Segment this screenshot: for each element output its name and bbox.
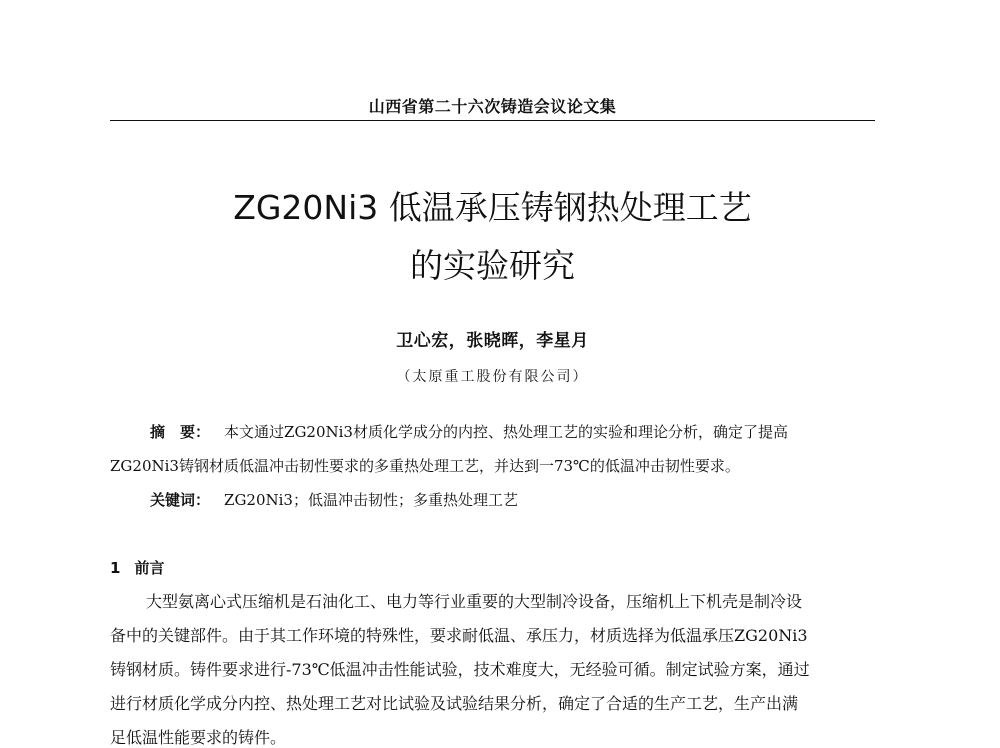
abstract-line-2: ZG20Ni3铸钢材质低温冲击韧性要求的多重热处理工艺，并达到一73℃的低温冲击韧性要求。 [110,457,740,475]
abstract-label: 摘 要： [150,423,211,441]
affiliation: （太原重工股份有限公司） [396,369,589,385]
keywords-label: 关键词： [150,491,211,509]
abstract-line-1 [110,421,875,442]
body-line: 备中的关键部件。由于其工作环境的特殊性，要求耐低温、承压力，材质选择为低温承压ZG20Ni3 [110,626,808,645]
paper-title-line-2: 的实验研究 [410,246,575,285]
keywords-line [110,489,875,510]
keywords-text: ZG20Ni3；低温冲击韧性；多重热处理工艺 [224,491,518,509]
body-line: 铸钢材质。铸件要求进行-73℃低温冲击性能试验，技术难度大，无经验可循。制定试验方案，通过 [110,660,810,679]
body-line: 足低温性能要求的铸件。 [110,728,287,747]
section-title: 前言 [134,559,165,577]
running-header: 山西省第二十六次铸造会议论文集 [368,97,617,116]
paper-title-line-1: ZG20Ni3 低温承压铸钢热处理工艺 [233,188,752,227]
section-heading [110,557,164,578]
header-rule [110,120,875,121]
authors: 卫心宏，张晓晖，李星月 [396,331,589,351]
section-number: 1 [110,559,121,577]
body-line: 大型氨离心式压缩机是石油化工、电力等行业重要的大型制冷设备，压缩机上下机壳是制冷设 [146,592,803,611]
body-line: 进行材质化学成分内控、热处理工艺对比试验及试验结果分析，确定了合适的生产工艺，生产出满 [110,694,799,713]
abstract-text-1: 本文通过ZG20Ni3材质化学成分的内控、热处理工艺的实验和理论分析，确定了提高 [224,423,788,441]
